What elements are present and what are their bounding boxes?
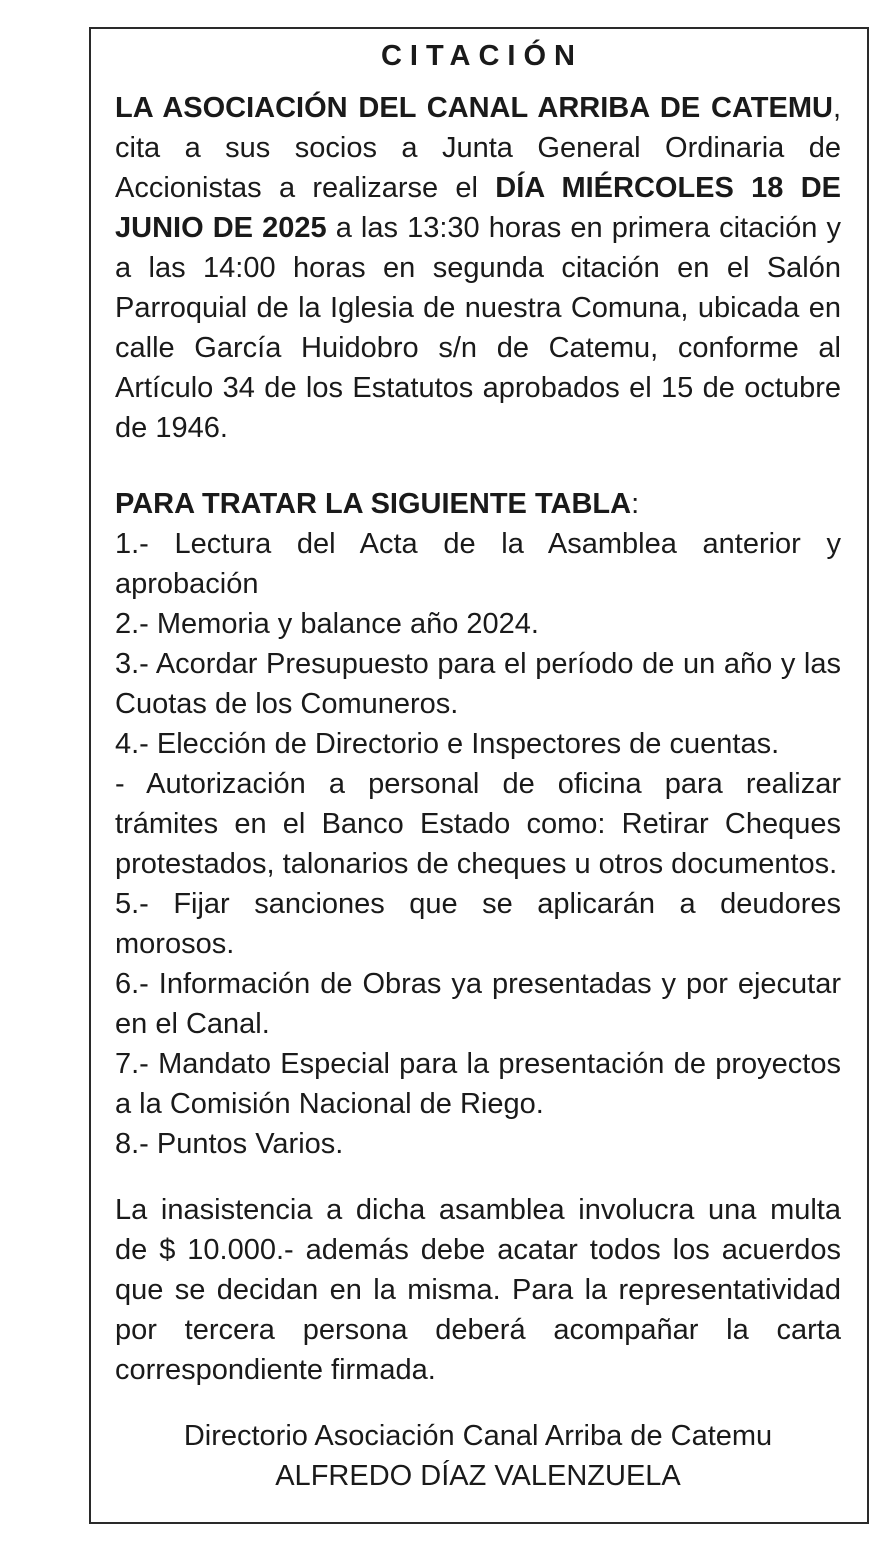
agenda-item: - Autorización a personal de oficina para realizar trámites en el Banco Estado como: Retirar Cheques protestados, talonarios de cheques u otros documentos. xyxy=(115,768,841,880)
agenda-heading xyxy=(115,484,841,524)
signature-organization: Directorio Asociación Canal Arriba de Catemu xyxy=(183,1420,773,1452)
closing-paragraph: La inasistencia a dicha asamblea involucra una multa de $ 10.000.- además debe acatar todos los acuerdos que se decidan en la misma. Para la representatividad por tercera persona deberá acompañar la carta correspondiente firmada. xyxy=(115,1194,841,1386)
notice-title: CITACIÓN xyxy=(380,40,583,72)
intro-paragraph xyxy=(115,88,841,448)
agenda-list xyxy=(115,524,841,1164)
agenda-item: 3.- Acordar Presupuesto para el período de un año y las Cuotas de los Comuneros. xyxy=(115,648,841,720)
intro-text-1: , cita a sus socios a Junta General Ordinaria de Accionistas a realizarse el xyxy=(115,92,841,204)
meeting-date: DÍA MIÉRCOLES 18 DE JUNIO DE 2025 xyxy=(115,172,841,244)
notice-box xyxy=(89,27,869,1524)
agenda-item: 8.- Puntos Varios. xyxy=(115,1128,344,1160)
agenda-item: 6.- Información de Obras ya presentadas y por ejecutar en el Canal. xyxy=(115,968,841,1040)
agenda-item: 7.- Mandato Especial para la presentación de proyectos a la Comisión Nacional de Riego. xyxy=(115,1048,841,1120)
agenda-heading-text: PARA TRATAR LA SIGUIENTE TABLA xyxy=(115,488,632,520)
intro-text-2: a las 13:30 horas en primera citación y a las 14:00 horas en segunda citación en el Salón Parroquial de la Iglesia de nuestra Comuna, ubicada en calle García Huidobro s/n de Catemu, conforme al Artículo 34 de los Estatutos aprobados el 15 de octubre de 1946. xyxy=(115,212,842,444)
agenda-item: 5.- Fijar sanciones que se aplicarán a deudores morosos. xyxy=(115,888,841,960)
agenda-item: 4.- Elección de Directorio e Inspectores de cuentas. xyxy=(115,728,780,760)
agenda-item: 2.- Memoria y balance año 2024. xyxy=(115,608,539,640)
organization-name: LA ASOCIACIÓN DEL CANAL ARRIBA DE CATEMU xyxy=(115,92,833,124)
signature-name: ALFREDO DÍAZ VALENZUELA xyxy=(275,1460,681,1492)
agenda-item: 1.- Lectura del Acta de la Asamblea anterior y aprobación xyxy=(115,528,841,600)
signature-block xyxy=(115,1416,841,1496)
notice-content xyxy=(115,29,841,1496)
agenda-heading-colon: : xyxy=(631,488,640,520)
